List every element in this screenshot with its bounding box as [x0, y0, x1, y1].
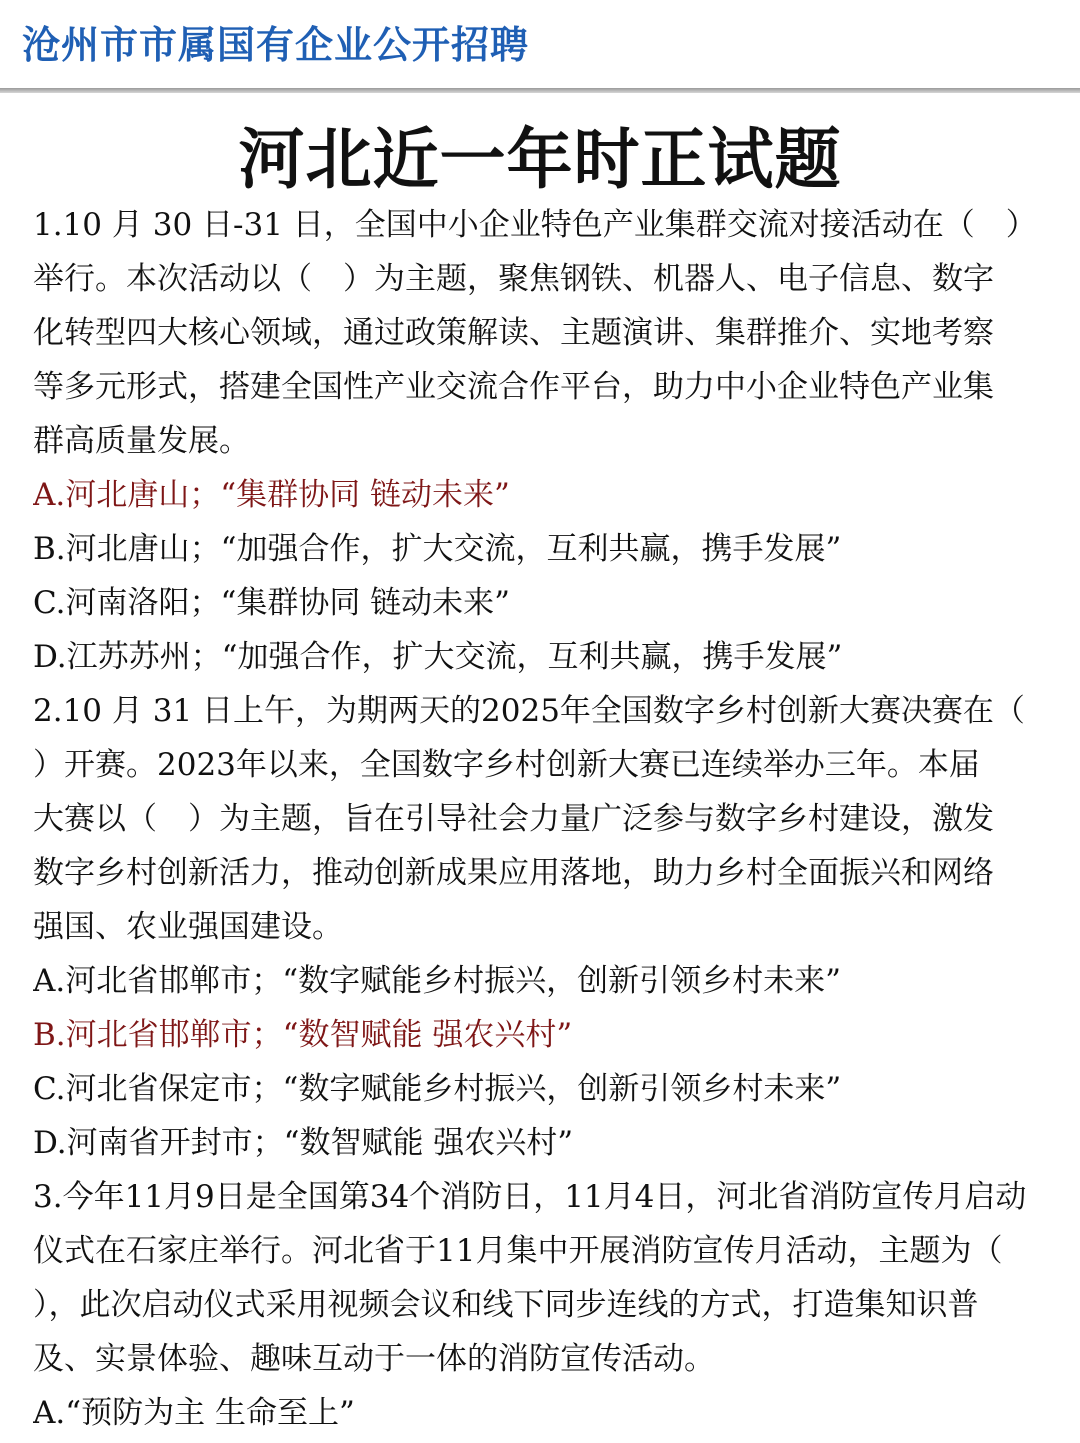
answer-option: A.河北唐山；“集群协同 链动未来” [33, 477, 510, 513]
header-divider [0, 88, 1080, 93]
question-stem-line: 举行。本次活动以（ ）为主题，聚焦钢铁、机器人、电子信息、数字 [33, 261, 994, 297]
question-stem-line: 等多元形式，搭建全国性产业交流合作平台，助力中小企业特色产业集 [33, 369, 994, 405]
question-stem-line: 强国、农业强国建设。 [33, 909, 343, 945]
option: A.“预防为主 生命至上” [33, 1395, 355, 1431]
question-stem-line: 数字乡村创新活力，推动创新成果应用落地，助力乡村全面振兴和网络 [33, 855, 994, 891]
question-list [33, 198, 1053, 1440]
option: C.河北省保定市；“数字赋能乡村振兴，创新引领乡村未来” [33, 1071, 842, 1107]
question-stem-line: ），此次启动仪式采用视频会议和线下同步连线的方式，打造集知识普 [33, 1287, 979, 1323]
question-2 [33, 684, 1053, 1170]
header-title: 沧州市市属国有企业公开招聘 [22, 23, 530, 67]
question-stem-line: 化转型四大核心领域，通过政策解读、主题演讲、集群推介、实地考察 [33, 315, 994, 351]
question-3 [33, 1170, 1053, 1440]
question-stem-line: 1.10 月 30 日-31 日，全国中小企业特色产业集群交流对接活动在（ ） [33, 207, 1037, 243]
document-title: 河北近一年时正试题 [238, 121, 842, 198]
header-banner [0, 0, 1080, 84]
question-stem-line: 3.今年11月9日是全国第34个消防日，11月4日，河北省消防宣传月启动 [33, 1179, 1027, 1215]
question-stem-line: 群高质量发展。 [33, 423, 250, 459]
question-stem-line: 2.10 月 31 日上午，为期两天的2025年全国数字乡村创新大赛决赛在（ [33, 693, 1025, 729]
option: C.河南洛阳；“集群协同 链动未来” [33, 585, 511, 621]
question-1 [33, 198, 1053, 684]
option: D.江苏苏州；“加强合作，扩大交流，互利共赢，携手发展” [33, 639, 843, 675]
question-stem-line: 大赛以（ ）为主题，旨在引导社会力量广泛参与数字乡村建设，激发 [33, 801, 994, 837]
option: A.河北省邯郸市；“数字赋能乡村振兴，创新引领乡村未来” [33, 963, 841, 999]
option: B.河北唐山；“加强合作，扩大交流，互利共赢，携手发展” [33, 531, 842, 567]
question-stem-line: 仪式在石家庄举行。河北省于11月集中开展消防宣传月活动，主题为（ [33, 1233, 1003, 1269]
answer-option: B.河北省邯郸市；“数智赋能 强农兴村” [33, 1017, 573, 1053]
question-stem-line: ）开赛。2023年以来，全国数字乡村创新大赛已连续举办三年。本届 [33, 747, 980, 783]
option: D.河南省开封市；“数智赋能 强农兴村” [33, 1125, 574, 1161]
question-stem-line: 及、实景体验、趣味互动于一体的消防宣传活动。 [33, 1341, 715, 1377]
